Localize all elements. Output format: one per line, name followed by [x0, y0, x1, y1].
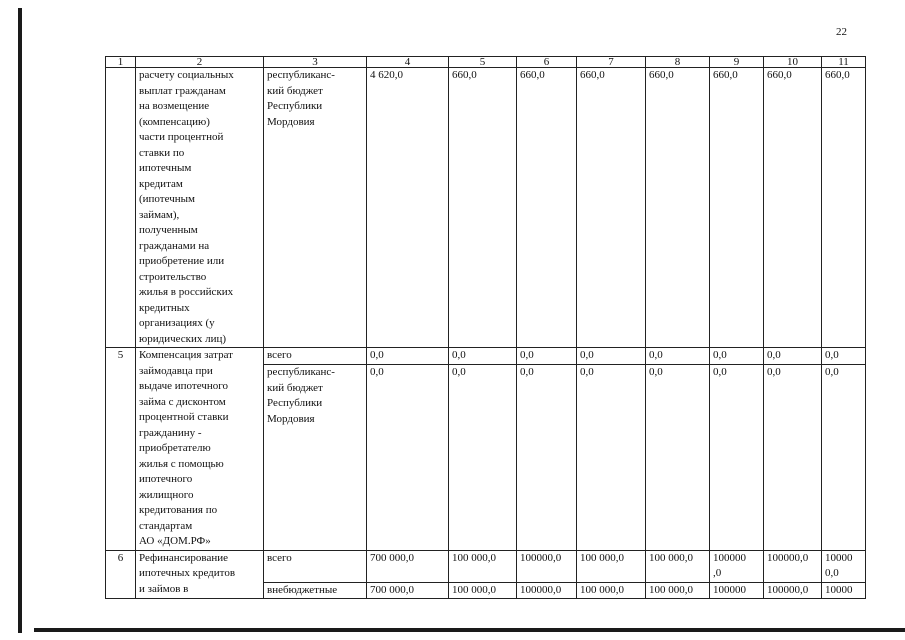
value-cell: 4 620,0: [367, 68, 449, 348]
value-cell: 700 000,0: [367, 582, 449, 599]
value-cell: 0,0: [710, 365, 764, 550]
value-cell: 660,0: [577, 68, 646, 348]
header-cell: 7: [577, 57, 646, 68]
value-cell: 0,0: [646, 348, 710, 365]
measure-description: расчету социальных выплат гражданам на возмещение (компенсацию) части процентной ставки по ипотечным кредитам (ипотечным займам), полученным гражданами на приобретение или строительство жилья в российских кредитных организациях (у юридических лиц): [136, 68, 264, 348]
value-cell: 660,0: [646, 68, 710, 348]
header-cell: 8: [646, 57, 710, 68]
value-cell: 700 000,0: [367, 550, 449, 582]
value-cell: 660,0: [764, 68, 822, 348]
funding-source: республиканс- кий бюджет Республики Мордовия: [264, 365, 367, 550]
value-cell: 100000,0: [517, 550, 577, 582]
value-cell: 0,0: [517, 348, 577, 365]
value-cell: 0,0: [822, 348, 866, 365]
measure-description: Рефинансирование ипотечных кредитов и займов в: [136, 550, 264, 599]
value-cell: 0,0: [764, 365, 822, 550]
value-cell: 660,0: [822, 68, 866, 348]
header-cell: 9: [710, 57, 764, 68]
value-cell: 10000: [822, 582, 866, 599]
value-cell: 100000,0: [517, 582, 577, 599]
table-row: [106, 550, 866, 582]
scan-bottom-border: [34, 628, 905, 632]
value-cell: 0,0: [710, 348, 764, 365]
funding-source: республиканс- кий бюджет Республики Мордовия: [264, 68, 367, 348]
header-cell: 3: [264, 57, 367, 68]
value-cell: 0,0: [367, 365, 449, 550]
value-cell: 0,0: [764, 348, 822, 365]
value-cell: 0,0: [646, 365, 710, 550]
value-cell: 0,0: [517, 365, 577, 550]
table-row: [106, 348, 866, 365]
measure-description: Компенсация затрат займодавца при выдаче ипотечного займа с дисконтом процентной ставки гражданину - приобретателю жилья с помощью ипотечного жилищного кредитования по стандартам АО «ДОМ.РФ»: [136, 348, 264, 551]
value-cell: 660,0: [710, 68, 764, 348]
header-cell: 10: [764, 57, 822, 68]
header-cell: 1: [106, 57, 136, 68]
row-number: 6: [106, 550, 136, 599]
header-cell: 2: [136, 57, 264, 68]
value-cell: 0,0: [577, 365, 646, 550]
row-number: 5: [106, 348, 136, 551]
table-row: [106, 68, 866, 348]
value-cell: 10000 0,0: [822, 550, 866, 582]
page-number: 22: [836, 26, 847, 38]
header-cell: 4: [367, 57, 449, 68]
value-cell: 660,0: [449, 68, 517, 348]
value-cell: 100 000,0: [449, 550, 517, 582]
budget-table: [105, 56, 866, 599]
value-cell: 100 000,0: [577, 550, 646, 582]
value-cell: 100000,0: [764, 550, 822, 582]
header-cell: 11: [822, 57, 866, 68]
funding-source: внебюджетные: [264, 582, 367, 599]
header-row: [106, 57, 866, 68]
value-cell: 0,0: [577, 348, 646, 365]
row-number: [106, 68, 136, 348]
scan-left-border: [18, 8, 22, 633]
value-cell: 0,0: [367, 348, 449, 365]
header-cell: 6: [517, 57, 577, 68]
header-cell: 5: [449, 57, 517, 68]
value-cell: 660,0: [517, 68, 577, 348]
funding-source: всего: [264, 550, 367, 582]
value-cell: 100000,0: [764, 582, 822, 599]
value-cell: 0,0: [449, 348, 517, 365]
value-cell: 100 000,0: [646, 550, 710, 582]
value-cell: 100000: [710, 582, 764, 599]
funding-source: всего: [264, 348, 367, 365]
value-cell: 100 000,0: [449, 582, 517, 599]
value-cell: 0,0: [822, 365, 866, 550]
value-cell: 100 000,0: [646, 582, 710, 599]
value-cell: 100 000,0: [577, 582, 646, 599]
value-cell: 100000 ,0: [710, 550, 764, 582]
value-cell: 0,0: [449, 365, 517, 550]
